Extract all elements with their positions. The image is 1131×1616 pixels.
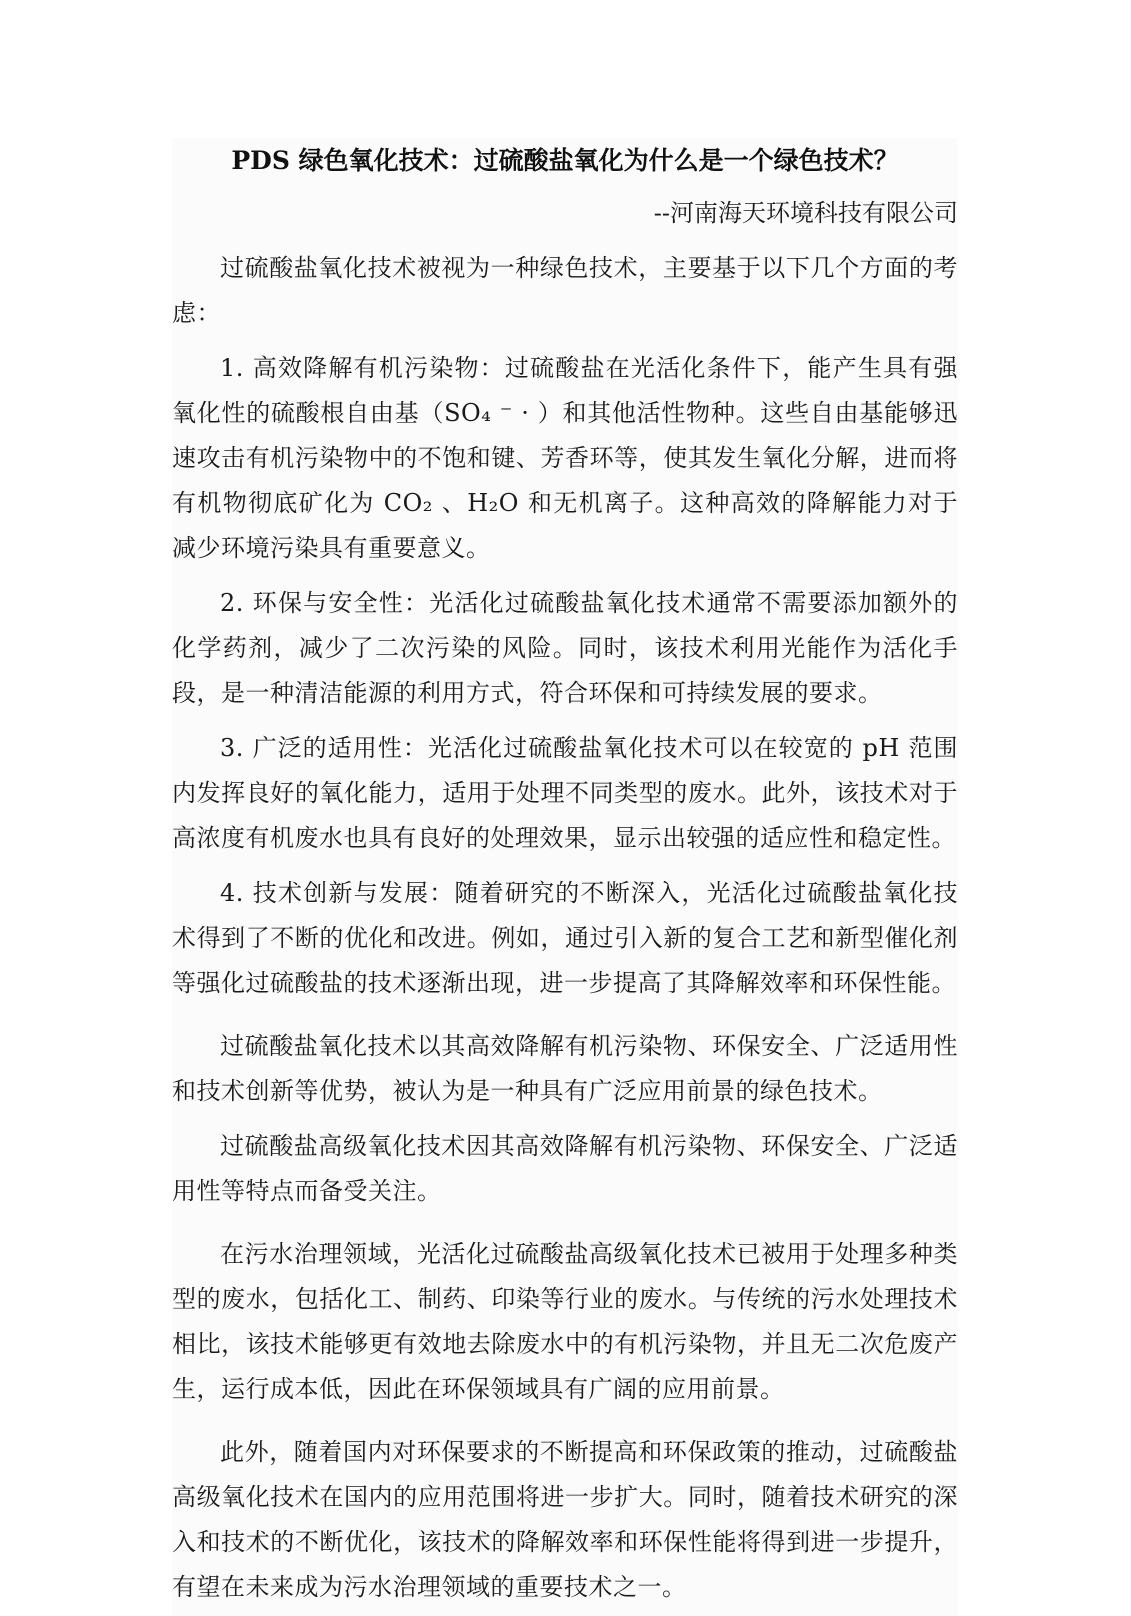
byline: --河南海天环境科技有限公司 <box>653 199 958 227</box>
paragraph-point-1: 1. 高效降解有机污染物：过硫酸盐在光活化条件下，能产生具有强氧化性的硫酸根自由基（SO₄ ⁻ · ）和其他活性物种。这些自由基能够迅速攻击有机污染物中的不饱和键、芳香环等，使其发生氧化分解，进而将有机物彻底矿化为 CO₂ 、H₂O 和无机离子。这种高效的降解能力对于减少环境污染具有重要意义。 <box>172 354 958 562</box>
paragraph-point-4: 4. 技术创新与发展：随着研究的不断深入，光活化过硫酸盐氧化技术得到了不断的优化和改进。例如，通过引入新的复合工艺和新型催化剂等强化过硫酸盐的技术逐渐出现，进一步提高了其降解效率和环保性能。 <box>172 879 958 997</box>
document-title: PDS 绿色氧化技术：过硫酸盐氧化为什么是一个绿色技术？ <box>231 146 899 175</box>
paragraph-point-2: 2. 环保与安全性：光活化过硫酸盐氧化技术通常不需要添加额外的化学药剂，减少了二次污染的风险。同时，该技术利用光能作为活化手段，是一种清洁能源的利用方式，符合环保和可持续发展的要求。 <box>172 589 958 707</box>
paragraph-summary: 过硫酸盐氧化技术以其高效降解有机污染物、环保安全、广泛适用性和技术创新等优势，被认为是一种具有广泛应用前景的绿色技术。 <box>172 1032 958 1105</box>
paragraph-attention: 过硫酸盐高级氧化技术因其高效降解有机污染物、环保安全、广泛适用性等特点而备受关注。 <box>172 1132 958 1205</box>
paragraph-wastewater: 在污水治理领域，光活化过硫酸盐高级氧化技术已被用于处理多种类型的废水，包括化工、制药、印染等行业的废水。与传统的污水处理技术相比，该技术能够更有效地去除废水中的有机污染物，并且无二次危废产生，运行成本低，因此在环保领域具有广阔的应用前景。 <box>172 1240 958 1403</box>
paragraph-outlook: 此外，随着国内对环保要求的不断提高和环保政策的推动，过硫酸盐高级氧化技术在国内的应用范围将进一步扩大。同时，随着技术研究的深入和技术的不断优化，该技术的降解效率和环保性能将得到进一步提升，有望在未来成为污水治理领域的重要技术之一。 <box>172 1438 958 1601</box>
paragraph-point-3: 3. 广泛的适用性：光活化过硫酸盐氧化技术可以在较宽的 pH 范围内发挥良好的氧化能力，适用于处理不同类型的废水。此外，该技术对于高浓度有机废水也具有良好的处理效果，显示出较强的适应性和稳定性。 <box>172 734 958 852</box>
document-content <box>172 138 958 1616</box>
paragraph-intro: 过硫酸盐氧化技术被视为一种绿色技术，主要基于以下几个方面的考虑： <box>172 254 958 327</box>
